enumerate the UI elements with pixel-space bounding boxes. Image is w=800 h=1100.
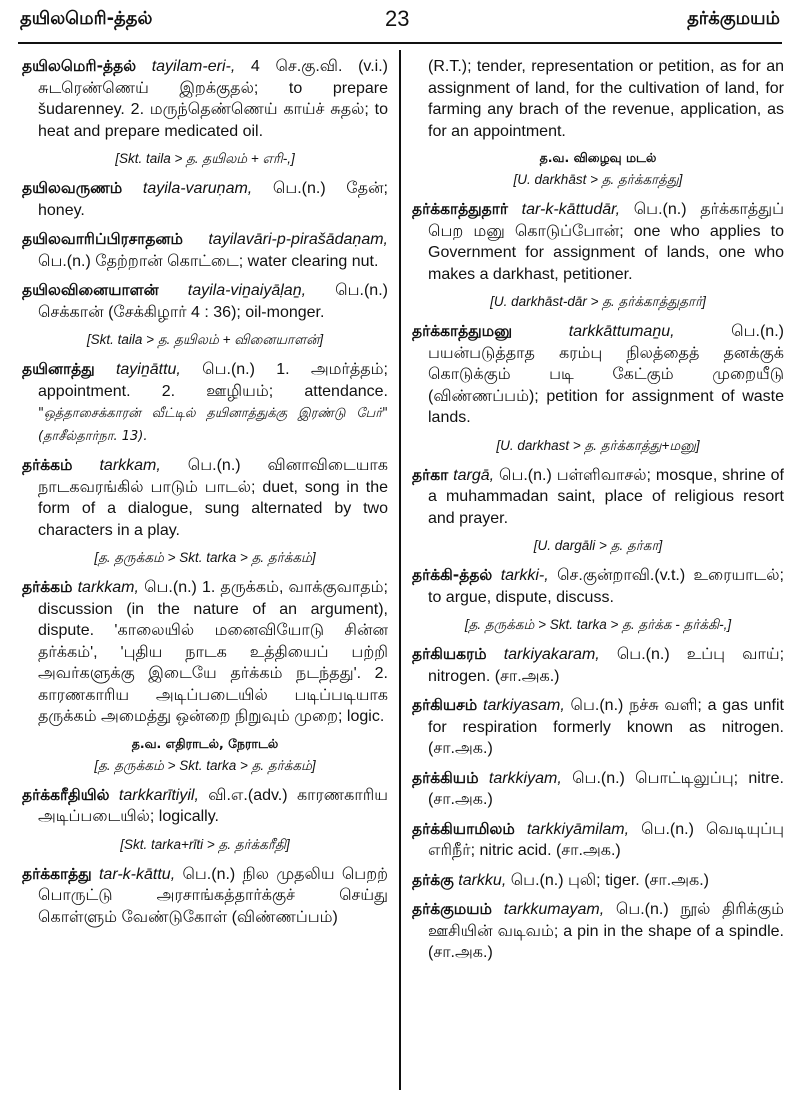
transliteration: tarkkiyāmilam, — [526, 820, 630, 838]
headword: தர்க்கியம் — [412, 768, 479, 787]
transliteration: tayilam-eri-, — [151, 58, 236, 75]
headword: தயிலவருணம் — [22, 179, 123, 197]
headword: தர்க்காத்துதார் — [412, 200, 508, 218]
transliteration: tar-k-kāttu, — [98, 865, 176, 883]
dictionary-entry — [412, 321, 784, 429]
transliteration: tarkkumayam, — [503, 901, 605, 918]
definition: பெ.(n.) தேற்றான் கொட்டை; water clearing nut. — [38, 252, 379, 270]
etymology: [த. தருக்கம் > Skt. tarka > த. தர்க்கம்] — [94, 757, 316, 773]
transliteration: tarkkarītiyil, — [118, 786, 199, 804]
page-number: 23 — [385, 6, 410, 31]
dictionary-entry — [22, 56, 388, 142]
headword: தர்கா — [412, 465, 449, 484]
etymology: [த. தருக்கம் > Skt. tarka > த. தர்க்க - தர்க்கி-,] — [464, 617, 732, 632]
headword: தர்க்குமயம் — [412, 900, 493, 918]
dictionary-entry — [22, 864, 388, 929]
left-running-head: தயிலமெரி-த்தல் — [20, 8, 153, 29]
transliteration: tayila-varuṇam, — [142, 180, 253, 197]
headword: தர்க்கியாமிலம் — [412, 819, 515, 838]
usage-note: த.வ. எதிராடல், நேராடல் — [131, 735, 279, 751]
headword: தர்கியகரம் — [412, 645, 487, 663]
transliteration: targā, — [453, 466, 495, 484]
headword: தர்க்கம் — [22, 456, 73, 474]
definition: பெ.(n.) பள்ளிவாசல்; mosque, shrine of a muhammadan saint, place of religious resort and prayer. — [428, 466, 785, 527]
definition: பெ.(n.) வினாவிடையாக நாடகவரங்கில் பாடும் பாடல்; duet, song in the form of a dialogue, sung alternated by two characters in a play. — [38, 457, 389, 539]
etymology: [Skt. taila > த. தயிலம் + வினையாளன்] — [86, 332, 324, 347]
transliteration: tarkkiyam, — [488, 769, 562, 787]
dictionary-entry — [412, 465, 784, 530]
usage-note: த.வ. விழைவு மடல் — [539, 150, 657, 165]
etymology: [U. darkhast > த. தர்க்காத்து+மனு] — [496, 437, 700, 453]
dictionary-entry — [412, 565, 784, 608]
headword: தர்க்காத்து — [22, 864, 92, 883]
etymology: [Skt. tarka+rīti > த. தர்க்கரீதி] — [120, 836, 290, 852]
transliteration: tarkkāttumaṉu, — [568, 323, 675, 340]
definition: பெ.(n.) நில முதலிய பெறற் பொருட்டு அரசாங்கத்தார்க்குச் செய்து கொள்ளும் வேண்டுகோள் (விண்ணப்பம்) — [38, 865, 388, 926]
header-rule — [18, 42, 782, 44]
transliteration: tarkkam, — [99, 457, 161, 474]
headword: தயிலவாரிப்பிரசாதனம் — [22, 230, 183, 248]
right-column — [412, 56, 784, 972]
page-header — [0, 0, 800, 40]
headword: தயிலமெரி-த்தல் — [22, 57, 137, 75]
etymology: [U. dargāli > த. தர்கா] — [533, 538, 663, 553]
headword: தர்க்கி-த்தல் — [412, 566, 493, 584]
dictionary-entry — [412, 199, 784, 285]
definition: பெ.(n.) நச்சு வளி; a gas unfit for respiration formerly known as nitrogen. (சா.அக.) — [428, 697, 784, 757]
definition: பெ.(n.) 1. தருக்கம், வாக்குவாதம்; discussion (in the nature of an argument), dispute. 'காலையில் மனைவியோடு சின்ன தர்க்கம்', 'புதிய நாடக உத்தியைப் பற்றி அவர்களுக்கு இடையே தர்க்கம் நடந்தது'. 2. காரணகாரிய அடிப்படையில் படிப்படியாக தருக்கம் அமைத்து ஒன்றை நிறுவும் முறை; logic. — [38, 579, 388, 725]
dictionary-entry — [22, 178, 388, 221]
transliteration: tarkkam, — [77, 579, 139, 596]
headword: தர்க்கரீதியில் — [22, 785, 110, 804]
definition: பெ.(n.) தர்க்காத்துப் பெற மனு கொடுப்போன்; one who applies to Government for assignment of lands, one who makes a darkhast, petitioner. — [428, 201, 784, 283]
definition: 4 செ.கு.வி. (v.i.) சுடரெண்ணெய் இறக்குதல்; to prepare šudarenney. 2. மருந்தெண்ணெய் காய்ச் சுதல்; to heat and prepare medicated oil. — [38, 58, 388, 140]
dictionary-entry — [412, 695, 784, 760]
definition: பெ.(n.) புலி; tiger. (சா.அக.) — [510, 871, 709, 889]
headword: தயிலவினையாளன் — [22, 281, 159, 299]
quotation: "ஒத்தாசைக்காரன் வீட்டில் தயினாத்துக்கு இரண்டு பேர்" (தாசீல்தார்நா. 13). — [38, 406, 388, 444]
headword: தர்கியசம் — [412, 696, 478, 714]
headword: தர்க்கு — [412, 870, 454, 889]
etymology: [U. darkhāst > த. தர்க்காத்து] — [513, 172, 683, 187]
transliteration: tarkiyakaram, — [503, 646, 600, 663]
headword: தயினாத்து — [22, 360, 95, 378]
dictionary-entry — [22, 229, 388, 272]
etymology: [த. தருக்கம் > Skt. tarka > த. தர்க்கம்] — [94, 550, 316, 565]
headword: தர்க்காத்துமனு — [412, 322, 513, 340]
dictionary-entry — [412, 768, 784, 811]
dictionary-entry — [22, 577, 388, 728]
dictionary-entry — [412, 644, 784, 687]
definition: பெ.(n.) செக்கான் (சேக்கிழார் 4 : 36); oil-monger. — [38, 282, 388, 321]
transliteration: tarkku, — [458, 871, 507, 889]
transliteration: tarkki-, — [500, 567, 549, 584]
definition: பெ.(n.) வெடியுப்பு எரிநீர்; nitric acid. (சா.அக.) — [428, 820, 784, 859]
definition: பெ.(n.) பொட்டிலுப்பு; nitre. (சா.அக.) — [428, 769, 784, 808]
definition: பெ.(n.) நூல் திரிக்கும் ஊசியின் வடிவம்; a pin in the shape of a spindle. (சா.அக.) — [428, 901, 784, 961]
dictionary-entry — [22, 280, 388, 323]
transliteration: tayila-viṉaiyāḷaṉ, — [187, 282, 307, 299]
dictionary-entry — [412, 870, 784, 892]
definition: பெ.(n.) 1. அமர்த்தம்; appointment. 2. ஊழியம்; attendance. — [38, 361, 388, 400]
definition: செ.குன்றாவி.(v.t.) உரையாடல்; to argue, dispute, discuss. — [428, 567, 784, 606]
dictionary-entry — [412, 899, 784, 964]
column-divider — [399, 50, 401, 1090]
dictionary-entry — [22, 785, 388, 828]
transliteration: tayilavāri-p-pirašādaṇam, — [208, 231, 388, 248]
right-running-head: தர்க்குமயம் — [687, 8, 780, 29]
dictionary-entry — [22, 455, 388, 541]
dictionary-entry — [412, 819, 784, 862]
dictionary-entry — [22, 359, 388, 447]
left-column — [22, 56, 388, 936]
definition: வி.எ.(adv.) காரணகாரிய அடிப்படையில்; logically. — [38, 786, 388, 825]
definition: பெ.(n.) உப்பு வாய்; nitrogen. (சா.அக.) — [428, 646, 785, 685]
transliteration: tar-k-kāttudār, — [521, 201, 621, 218]
definition: பெ.(n.) பயன்படுத்தாத கரம்பு நிலத்தைத் தனக்குக் கொடுக்கும் படி கேட்கும் முறையீடு (விண்ணப்பம்); petition for assignment of waste lands. — [428, 323, 784, 426]
transliteration: tayiṉāttu, — [115, 361, 181, 378]
headword: தர்க்கம் — [22, 578, 73, 596]
transliteration: tarkiyasam, — [483, 697, 565, 714]
etymology: [U. darkhāst-dār > த. தர்க்காத்துதார்] — [490, 294, 706, 309]
etymology: [Skt. taila > த. தயிலம் + எரி-,] — [115, 151, 295, 166]
entry-continuation: (R.T.); tender, representation or petition, as for an assignment of land, for the cultivation of land, for farming any brach of the revenue, application, as for an appointment. — [428, 58, 784, 140]
definition: பெ.(n.) தேன்; honey. — [38, 180, 389, 219]
